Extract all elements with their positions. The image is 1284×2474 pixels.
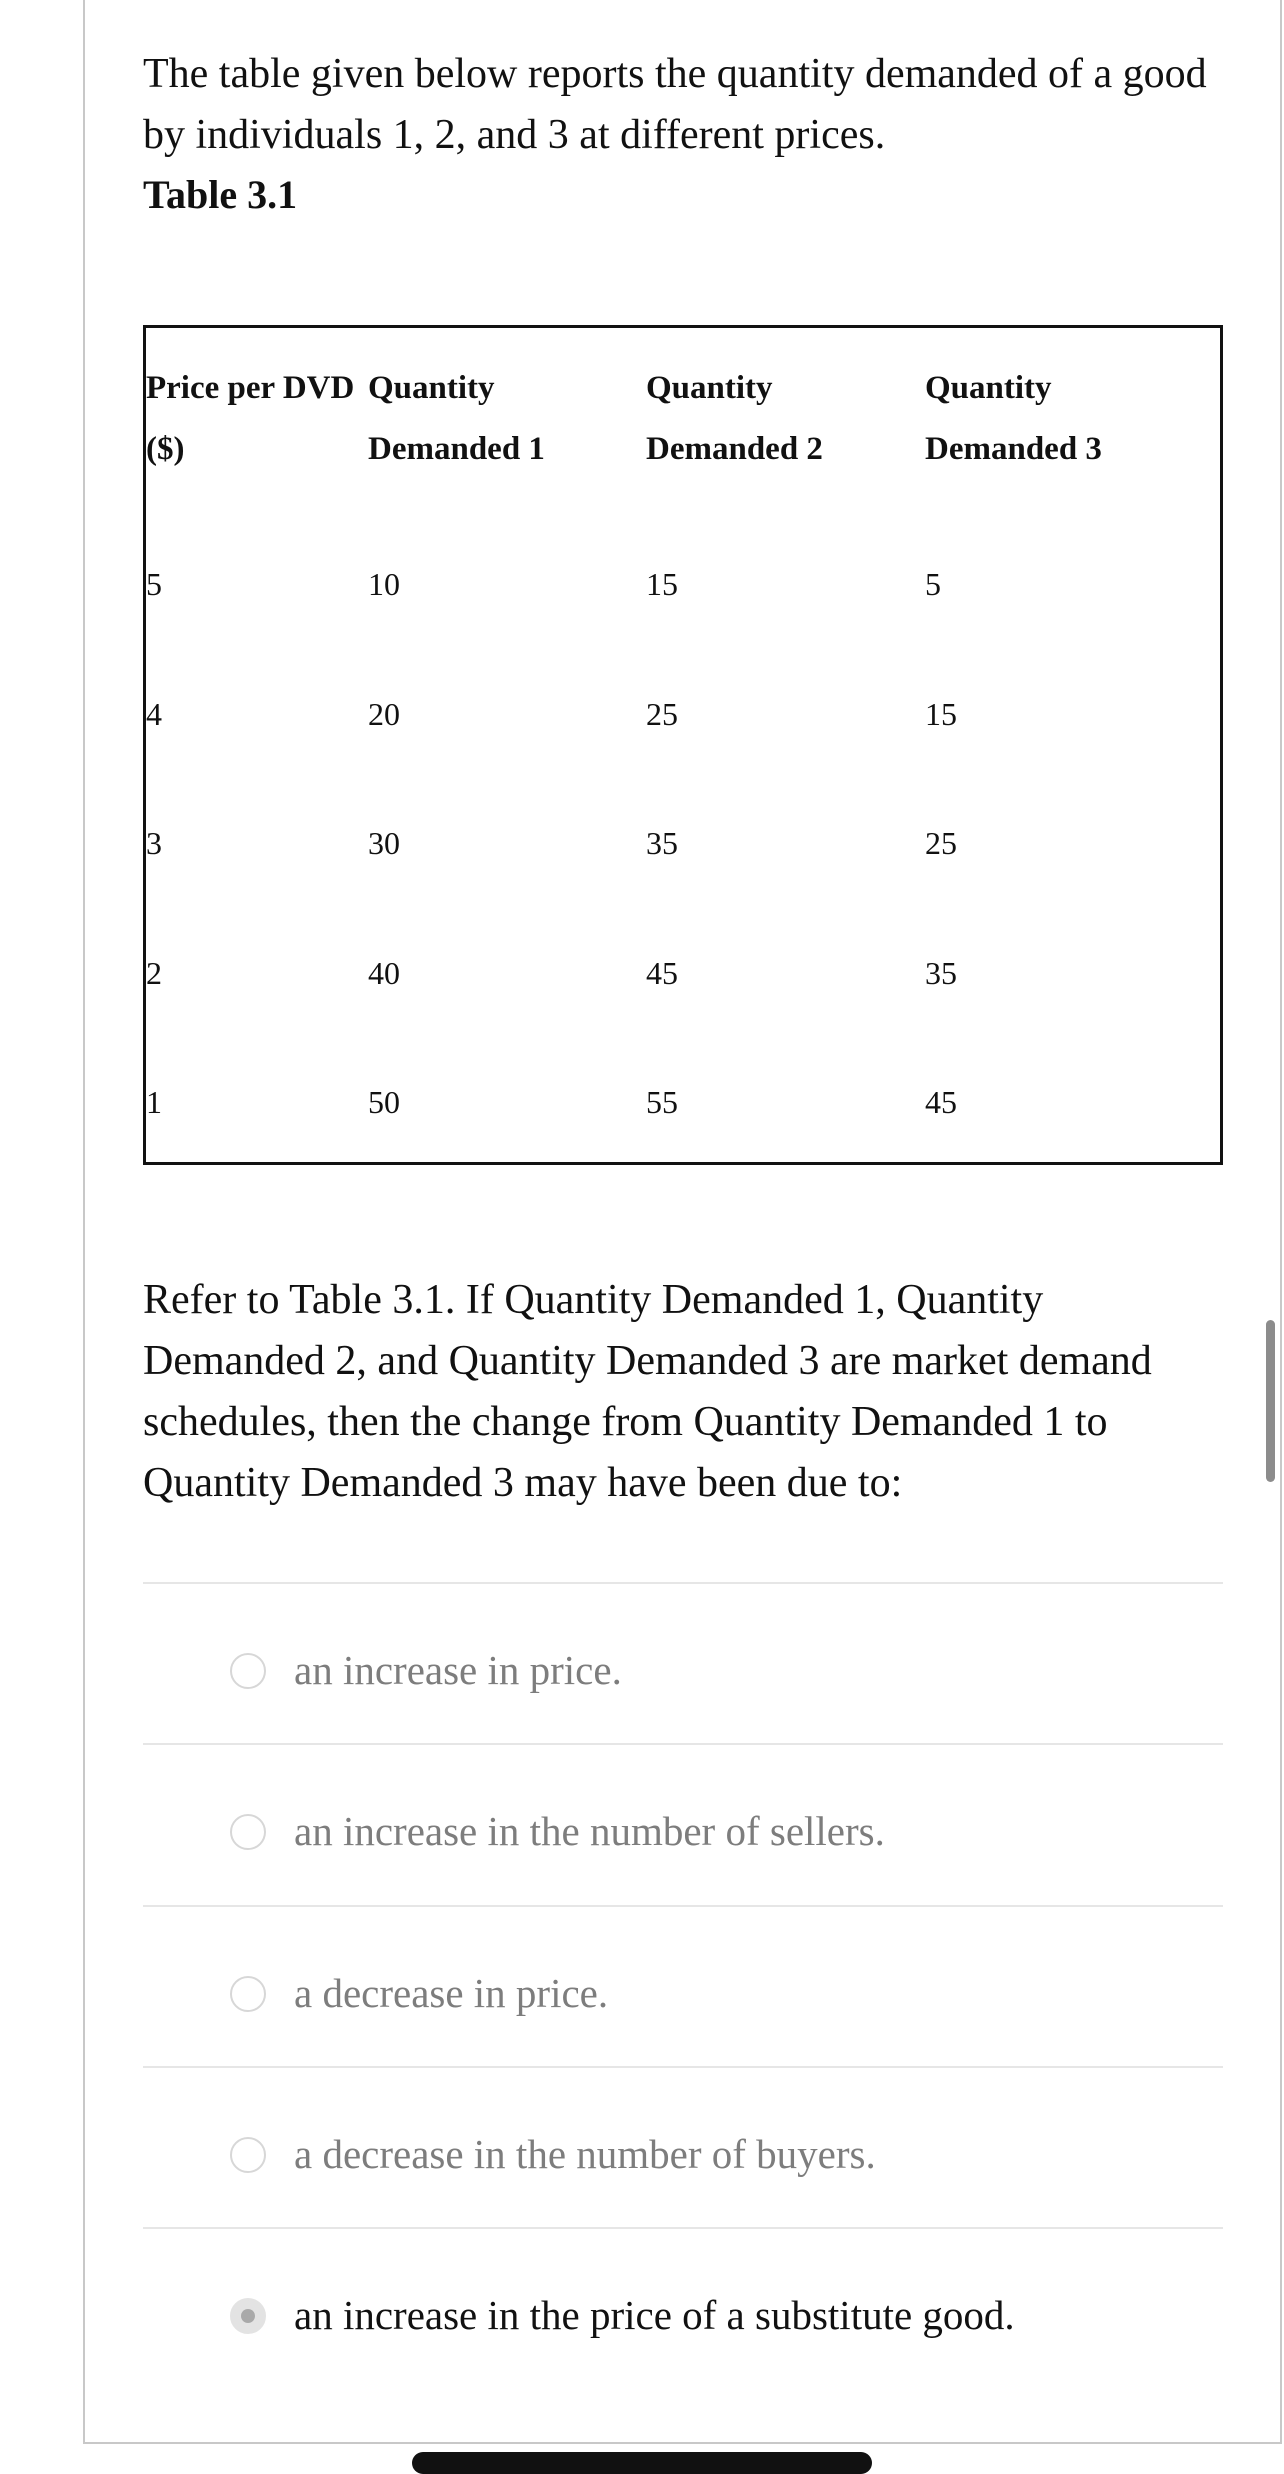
radio-button-selected[interactable] — [230, 2298, 266, 2334]
cell-qd1: 50 — [368, 1084, 400, 1120]
radio-selected-dot — [241, 2309, 255, 2323]
demand-table — [143, 325, 1223, 1165]
cell-qd2: 25 — [646, 696, 678, 732]
option-divider — [143, 1582, 1223, 1584]
cell-price: 1 — [146, 1084, 162, 1120]
cell-qd1: 10 — [368, 566, 400, 602]
cell-qd2: 45 — [646, 955, 678, 991]
answer-option-4[interactable] — [143, 2104, 1223, 2204]
answer-option-3[interactable] — [143, 1943, 1223, 2043]
header-qd1-line2: Demanded 1 — [368, 431, 545, 467]
cell-qd1: 30 — [368, 825, 400, 861]
option-label: an increase in the price of a substitute good. — [294, 2292, 1015, 2338]
radio-button[interactable] — [230, 2137, 266, 2173]
answer-option-5[interactable] — [143, 2265, 1223, 2365]
question-text: Refer to Table 3.1. If Quantity Demanded 1, Quantity Demanded 2, and Quantity Demanded 3 are market demand schedules, then the change from Quantity Demanded 1 to Quantity Demanded 3 may have been due to: — [143, 1277, 1152, 1506]
cell-qd3: 15 — [925, 696, 957, 732]
answer-option-2[interactable] — [143, 1781, 1223, 1881]
option-label: an increase in the number of sellers. — [294, 1808, 885, 1854]
cell-qd2: 35 — [646, 825, 678, 861]
header-qd2-line1: Quantity — [646, 370, 773, 406]
cell-price: 5 — [146, 566, 162, 602]
option-divider — [143, 1743, 1223, 1745]
cell-qd1: 20 — [368, 696, 400, 732]
radio-button[interactable] — [230, 1976, 266, 2012]
cell-qd3: 45 — [925, 1084, 957, 1120]
header-price-line1: Price per DVD — [146, 370, 355, 406]
option-label: an increase in price. — [294, 1647, 622, 1693]
header-qd3-line2: Demanded 3 — [925, 431, 1102, 467]
home-indicator[interactable] — [412, 2452, 872, 2474]
answer-option-1[interactable] — [143, 1620, 1223, 1720]
cell-qd2: 15 — [646, 566, 678, 602]
option-divider — [143, 2227, 1223, 2229]
scrollbar-thumb[interactable] — [1266, 1320, 1275, 1482]
option-label: a decrease in the number of buyers. — [294, 2131, 876, 2177]
radio-button[interactable] — [230, 1814, 266, 1850]
option-divider — [143, 1905, 1223, 1907]
header-price-line2: ($) — [146, 431, 185, 467]
header-qd1-line1: Quantity — [368, 370, 495, 406]
cell-qd3: 35 — [925, 955, 957, 991]
intro-text: The table given below reports the quantity demanded of a good by individuals 1, 2, and 3 at different prices. — [143, 51, 1207, 158]
cell-price: 4 — [146, 696, 162, 732]
header-qd2-line2: Demanded 2 — [646, 431, 823, 467]
header-qd3-line1: Quantity — [925, 370, 1052, 406]
cell-qd1: 40 — [368, 955, 400, 991]
option-label: a decrease in price. — [294, 1970, 609, 2016]
cell-qd3: 25 — [925, 825, 957, 861]
option-divider — [143, 2066, 1223, 2068]
radio-button[interactable] — [230, 1653, 266, 1689]
cell-qd2: 55 — [646, 1084, 678, 1120]
table-title: Table 3.1 — [143, 172, 298, 217]
cell-qd3: 5 — [925, 566, 941, 602]
cell-price: 3 — [146, 825, 162, 861]
cell-price: 2 — [146, 955, 162, 991]
